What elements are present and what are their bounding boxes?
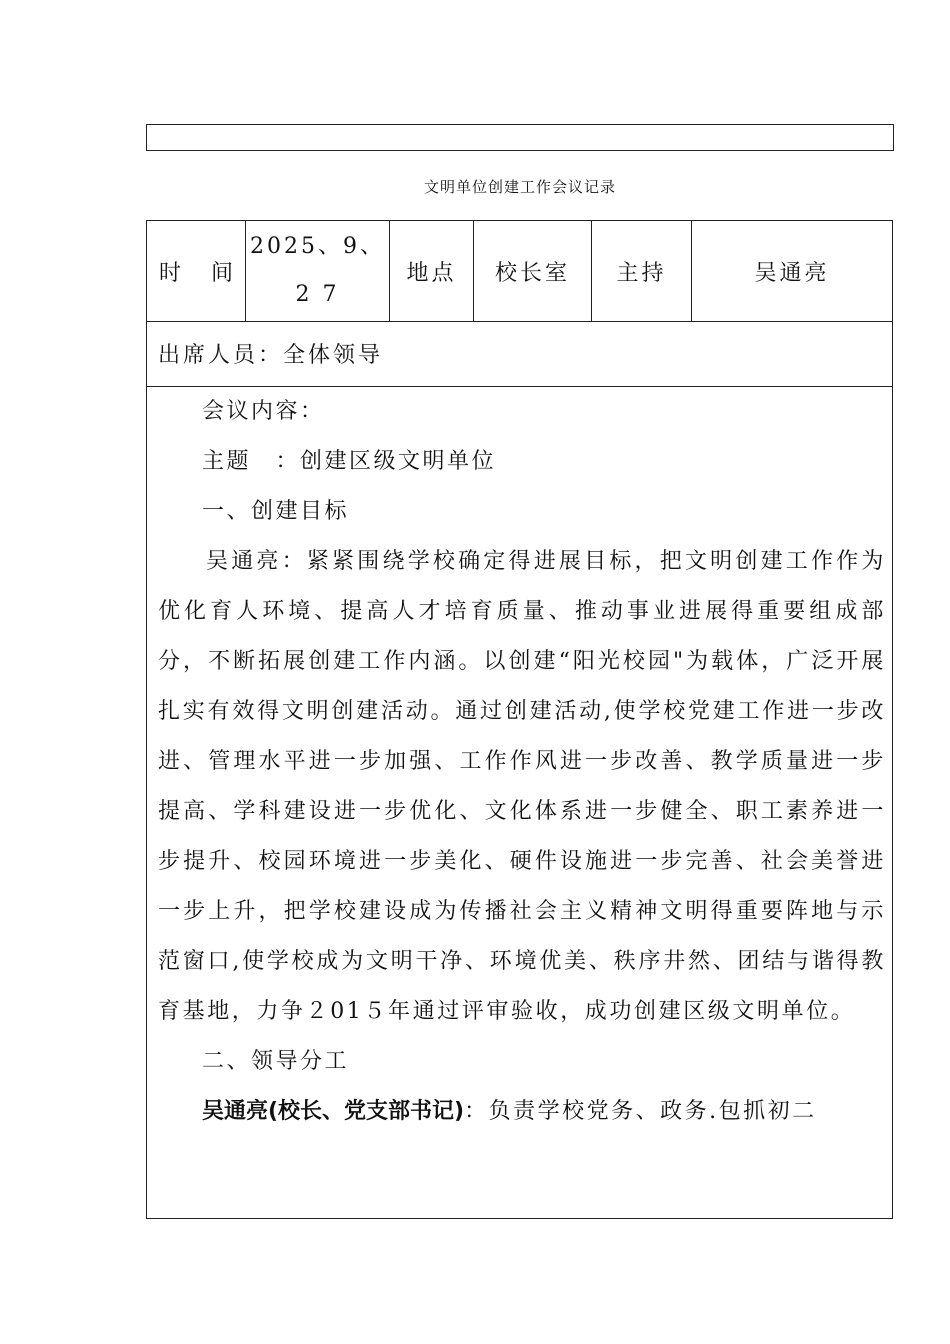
content-heading: 会议内容：: [202, 399, 325, 424]
date-line-2: 2 7: [295, 282, 340, 307]
date-cell: [246, 221, 390, 321]
time-label: 时间: [158, 260, 263, 286]
meeting-content: [158, 387, 886, 1137]
section-goals-heading: 一、创建目标: [202, 499, 350, 524]
location-value: 校长室: [474, 221, 592, 321]
assignment-line: [158, 1087, 886, 1137]
info-row: [147, 221, 892, 322]
section-division-heading: 二、领导分工: [202, 1049, 350, 1074]
assignee-name: 吴通亮(校长、党支部书记): [202, 1099, 465, 1124]
meeting-record-table: [146, 220, 893, 1219]
time-label-cell: [147, 221, 263, 321]
location-label: 地点: [390, 221, 474, 321]
assignment-text: ：负责学校党务、政务.包抓初二: [464, 1099, 817, 1124]
host-label: 主持: [592, 221, 692, 321]
document-title: 文明单位创建工作会议记录: [423, 178, 616, 196]
goals-paragraph: 吴通亮：紧紧围绕学校确定得进展目标，把文明创建工作作为优化育人环境、提高人才培育质量、推动事业进展得重要组成部分，不断拓展创建工作内涵。以创建“阳光校园"为载体，广泛开展扎实有效得文明创建活动。通过创建活动,使学校党建工作进一步改进、管理水平进一步加强、工作作风进一步改善、教学质量进一步提高、学科建设进一步优化、文化体系进一步健全、职工素养进一步提升、校园环境进一步美化、硬件设施进一步完善、社会美誉进一步上升，把学校建设成为传播社会主义精神文明得重要阵地与示范窗口,使学校成为文明干净、环境优美、秩序井然、团结与谐得教育基地，力争２01５年通过评审验收，成功创建区级文明单位。: [158, 549, 886, 1024]
date-line-1: 2025、9、: [250, 234, 385, 259]
header-box: [146, 124, 894, 151]
attendees-row: 出席人员：全体领导: [147, 321, 892, 387]
theme-line: 主题 ：创建区级文明单位: [202, 449, 497, 474]
host-value: 吴通亮: [754, 260, 830, 286]
